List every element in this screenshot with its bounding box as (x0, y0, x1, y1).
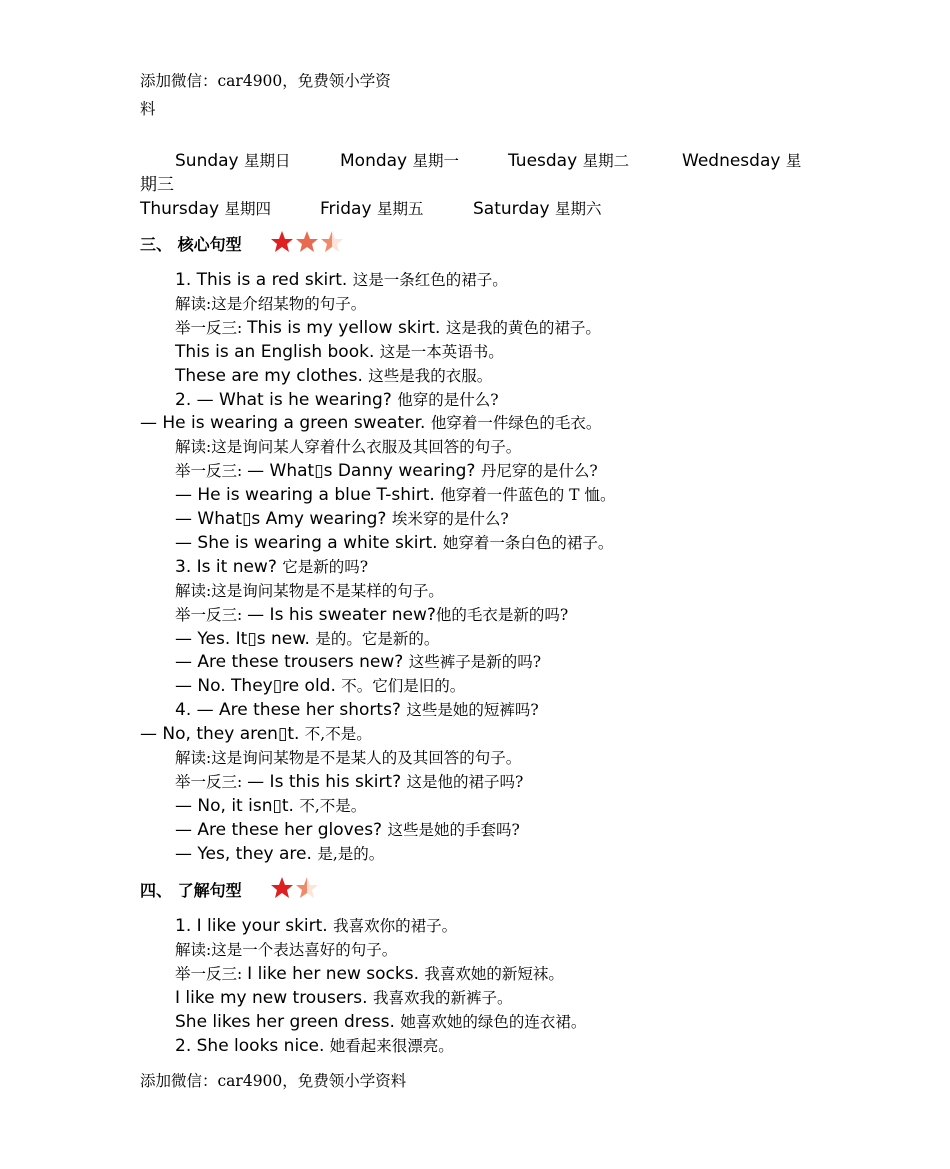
header-line-2: 料 (140, 100, 156, 118)
chinese-text: 解读:这是询问某人穿着什么衣服及其回答的句子。 (175, 438, 522, 457)
example-prefix: 举一反三: (175, 772, 248, 791)
star-icon (296, 231, 318, 252)
sentence-line (175, 771, 523, 793)
english-text: — Are these her gloves? (175, 819, 388, 840)
english-text: — He is wearing a blue T-shirt. (175, 485, 441, 506)
english-text: — He is wearing a green sweater. (140, 413, 431, 434)
sentence-line (175, 939, 397, 961)
weekday-friday: Friday 星期五 (320, 199, 424, 219)
sentence-line (175, 699, 539, 721)
chinese-text: 这是我的黄色的裙子。 (445, 318, 601, 337)
chinese-text: 我喜欢你的裙子。 (333, 917, 458, 935)
chinese-text: 他穿着一件蓝色的 T 恤。 (440, 486, 616, 505)
english-text: I like my new trousers. (175, 987, 373, 1008)
chinese-text: 解读:这是一个表达喜好的句子。 (175, 940, 398, 959)
chinese-text: 解读:这是询问某物是不是某人的及其回答的句子。 (175, 749, 522, 767)
sentence-line (175, 389, 499, 411)
chinese-text: 埃米穿的是什么? (391, 510, 509, 528)
sentence-line (175, 317, 601, 339)
sentence-line (175, 819, 520, 841)
weekday-saturday: Saturday 星期六 (473, 199, 602, 219)
sentence-line (175, 747, 521, 769)
sentence-line (175, 651, 541, 673)
example-prefix: 举一反三: (175, 605, 248, 624)
sentence-line (175, 532, 613, 554)
star-icon (271, 877, 293, 898)
english-text: This is an English book. (175, 341, 380, 362)
english-text: — What▯s Amy wearing? (175, 509, 392, 529)
star-icon (271, 231, 293, 252)
english-text: — Yes, they are. (175, 843, 318, 864)
sentence-line (175, 915, 457, 937)
chinese-text: 这是一本英语书。 (379, 342, 504, 361)
sentence-line (175, 628, 439, 650)
sentence-line (175, 987, 512, 1009)
sentence-line (175, 675, 465, 697)
chinese-text: 这些是我的衣服。 (368, 366, 493, 385)
english-text: She likes her green dress. (175, 1011, 401, 1032)
footer-text: 添加微信：car4900，免费领小学资料 (140, 1072, 407, 1090)
sentence-line (140, 723, 372, 745)
weekday-thursday: Thursday 星期四 (140, 199, 271, 219)
english-text: — Yes. It▯s new. (175, 628, 316, 649)
chinese-text: 他穿着一件绿色的毛衣。 (430, 414, 602, 433)
english-text: — No, they aren▯t. (140, 724, 305, 745)
example-prefix: 举一反三: (175, 964, 248, 983)
chinese-text: 它是新的吗? (282, 557, 369, 576)
sentence-line (175, 1011, 586, 1033)
sentence-line (175, 341, 504, 363)
sentence-line (175, 508, 509, 530)
weekday-sunday: Sunday 星期日 (175, 151, 291, 171)
english-text: — Is his sweater new? (247, 604, 436, 625)
chinese-text: 她看起来很漂亮。 (329, 1036, 454, 1055)
sentence-line (175, 365, 492, 387)
chinese-text: 她穿着一条白色的裙子。 (442, 533, 614, 552)
star-half-icon (296, 877, 318, 898)
chinese-text: 解读:这是询问某物是不是某样的句子。 (175, 581, 444, 600)
english-text: 4. — Are these her shorts? (175, 700, 407, 721)
chinese-text: 我喜欢她的新短袜。 (424, 964, 564, 983)
english-text: — No. They▯re old. (175, 676, 342, 697)
weekday-monday: Monday 星期一 (340, 151, 460, 171)
sentence-line (175, 269, 508, 291)
chinese-text: 这是一条红色的裙子。 (352, 271, 508, 289)
english-text: These are my clothes. (175, 365, 369, 386)
english-text: 1. I like your skirt. (175, 916, 334, 936)
sentence-line (175, 795, 366, 817)
english-text: I like her new socks. (247, 963, 425, 984)
section-4-rating-stars (270, 876, 326, 902)
sentence-line (175, 556, 368, 578)
sentence-line (140, 412, 601, 434)
english-text: 1. This is a red skirt. (175, 270, 353, 290)
chinese-text: 不,不是。 (304, 725, 372, 744)
section-4-title: 四、 了解句型 (140, 881, 242, 900)
chinese-text: 这是他的裙子吗? (406, 772, 524, 791)
chinese-text: 他穿的是什么? (397, 390, 499, 409)
chinese-text: 丹尼穿的是什么? (480, 462, 598, 481)
sentence-line (175, 963, 564, 985)
english-text: — Are these trousers new? (175, 652, 409, 673)
english-text: This is my yellow skirt. (247, 317, 446, 338)
english-text: 2. — What is he wearing? (175, 389, 398, 410)
sentence-line (175, 580, 444, 602)
chinese-text: 不。它们是旧的。 (341, 677, 466, 696)
english-text: 3. Is it new? (175, 556, 283, 577)
chinese-text: 她喜欢她的绿色的连衣裙。 (400, 1012, 587, 1031)
english-text: 2. She looks nice. (175, 1035, 330, 1056)
section-3-rating-stars (270, 230, 350, 256)
sentence-line (175, 604, 568, 626)
english-text: — What▯s Danny wearing? (247, 461, 481, 482)
sentence-line (175, 843, 384, 865)
chinese-text: 不,不是。 (299, 796, 367, 815)
english-text: — She is wearing a white skirt. (175, 532, 443, 553)
weekday-wednesday-wrap: 期三 (140, 175, 174, 195)
header-line-1: 添加微信：car4900，免费领小学资 (140, 72, 391, 90)
english-text: — Is this his skirt? (247, 771, 407, 792)
chinese-text: 是的。它是新的。 (315, 629, 440, 648)
sentence-line (175, 436, 521, 458)
chinese-text: 这些裤子是新的吗? (408, 653, 542, 672)
english-text: — No, it isn▯t. (175, 795, 300, 816)
example-prefix: 举一反三: (175, 462, 248, 481)
sentence-line (175, 293, 366, 315)
sentence-line (175, 484, 615, 506)
chinese-text: 是,是的。 (317, 844, 385, 863)
section-3-title: 三、 核心句型 (140, 235, 242, 254)
example-prefix: 举一反三: (175, 318, 248, 337)
star-half-icon (321, 231, 343, 252)
sentence-line (175, 460, 598, 482)
chinese-text: 他的毛衣是新的吗? (435, 605, 569, 624)
chinese-text: 我喜欢我的新裤子。 (372, 988, 513, 1007)
chinese-text: 这些是她的手套吗? (387, 820, 520, 839)
chinese-text: 解读:这是介绍某物的句子。 (175, 294, 367, 313)
weekday-wednesday: Wednesday 星 (682, 151, 802, 171)
chinese-text: 这些是她的短裤吗? (406, 701, 539, 720)
weekday-tuesday: Tuesday 星期二 (508, 151, 630, 171)
sentence-line (175, 1035, 454, 1057)
